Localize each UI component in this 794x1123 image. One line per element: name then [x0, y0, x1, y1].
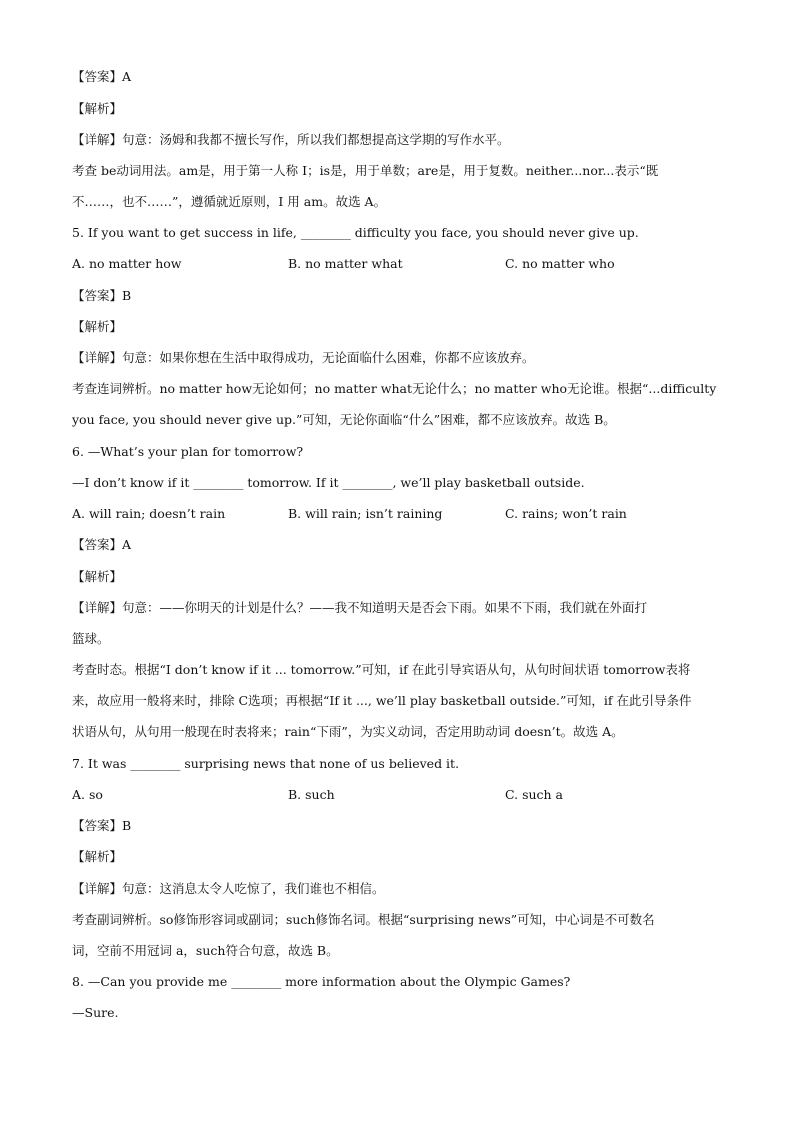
answer-option: C. no matter who	[505, 256, 615, 271]
answer-option: B. such	[288, 787, 335, 802]
text-line: 状语从句，从句用一般现在时表将来；rain“下雨”，为实义动词，否定用助动词 doesn’t。故选 A。	[72, 724, 624, 739]
text-line: 8. —Can you provide me ________ more information about the Olympic Games?	[72, 974, 571, 989]
text-line: 7. It was ________ surprising news that none of us believed it.	[72, 756, 460, 771]
text-line: 【解析】	[72, 319, 123, 334]
text-line: 6. —What’s your plan for tomorrow?	[72, 444, 304, 459]
text-line: 篮球。	[72, 631, 110, 646]
text-line: 词，空前不用冠词 a，such符合句意，故选 B。	[72, 943, 339, 958]
text-line: 【解析】	[72, 849, 123, 864]
text-line: 【详解】句意：汤姆和我都不擅长写作，所以我们都想提高这学期的写作水平。	[72, 132, 510, 147]
text-line: —I don’t know if it ________ tomorrow. If it ________, we’ll play basketball outside.	[72, 475, 585, 490]
text-line: 考查副词辨析。so修饰形容词或副词；such修饰名词。根据“surprising news”可知，中心词是不可数名	[72, 912, 655, 927]
answer-option: C. rains; won’t rain	[505, 506, 627, 521]
text-line: 不……，也不……”，遵循就近原则，I 用 am。故选 A。	[72, 194, 387, 209]
answer-option: A. will rain; doesn’t rain	[72, 506, 226, 521]
text-line: 来，故应用一般将来时，排除 C选项；再根据“If it ..., we’ll play basketball outside.”可知，if 在此引导条件	[72, 693, 692, 708]
text-line: 5. If you want to get success in life, ________ difficulty you face, you should never give up.	[72, 225, 639, 240]
text-line: 【详解】句意：如果你想在生活中取得成功，无论面临什么困难，你都不应该放弃。	[72, 350, 535, 365]
text-line: 考查 be动词用法。am是，用于第一人称 I；is是，用于单数；are是，用于复数。neither...nor...表示“既	[72, 163, 659, 178]
text-line: 【详解】句意：——你明天的计划是什么？——我不知道明天是否会下雨。如果不下雨，我们就在外面打	[72, 600, 648, 615]
text-line: 【答案】B	[72, 818, 132, 833]
answer-option: A. no matter how	[72, 256, 182, 271]
text-line: 【答案】A	[72, 537, 132, 552]
text-line: 【详解】句意：这消息太令人吃惊了，我们谁也不相信。	[72, 881, 385, 896]
text-line: you face, you should never give up.”可知，无论你面临“什么”困难，都不应该放弃。故选 B。	[72, 412, 616, 427]
answer-option: B. will rain; isn’t raining	[288, 506, 443, 521]
text-line: 【解析】	[72, 101, 123, 116]
text-line: 【答案】A	[72, 69, 132, 84]
text-line: —Sure.	[72, 1005, 119, 1020]
text-line: 考查连词辨析。no matter how无论如何；no matter what无论什么；no matter who无论谁。根据“...difficulty	[72, 381, 717, 396]
answer-option: A. so	[72, 787, 103, 802]
text-line: 【解析】	[72, 569, 123, 584]
answer-option: C. such a	[505, 787, 564, 802]
text-line: 【答案】B	[72, 288, 132, 303]
text-line: 考查时态。根据“I don’t know if it ... tomorrow.”可知，if 在此引导宾语从句，从句时间状语 tomorrow表将	[72, 662, 691, 677]
answer-option: B. no matter what	[288, 256, 403, 271]
